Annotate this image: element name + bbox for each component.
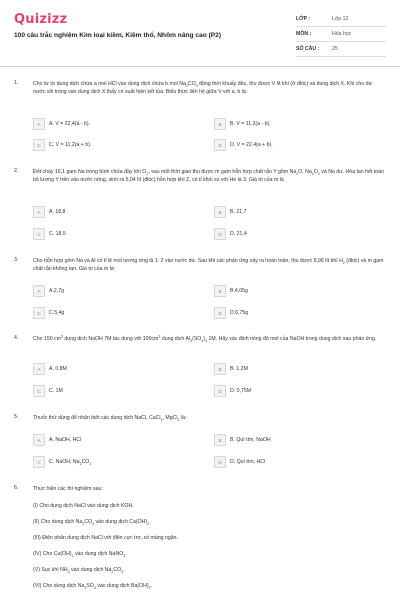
experiment-statement: (VI) Cho dung dịch $Na_2SO_4$ vào dung dịch $Ba(OH)_2$.: [33, 583, 153, 591]
question-text: Cho từ từ dung dịch chứa a mol HCl vào dung dịch chứa b mol $Na_2CO_3$ đồng thời khuấy đều, thu được V lít khí (ở đktc) và dung dịch X. Khi cho dư nước vôi trong vào dung dịch X thấy có xuất hiện kết tủa. Biểu thức liên hệ giữa V với a, b là:: [33, 81, 372, 95]
option-b[interactable]: [214, 206, 246, 218]
meta-value: Lớp 12: [332, 16, 349, 22]
experiment-statement: (IV) Cho $Cu(OH)_2$ vào dung dịch NaNO$_3$.: [33, 551, 127, 559]
question-text: Thực hiện các thí nghiệm sau:: [33, 486, 103, 492]
worksheet-header: [0, 0, 400, 62]
option-letter-box: B: [214, 285, 226, 297]
option-c[interactable]: [33, 228, 66, 240]
option-text: A.2,7g: [49, 288, 64, 294]
question-text: Cho 150 $cm^3$ dung dịch NaOH 7M tác dụng với $100cm^3$ dung dịch $Al_2(SO_4)_3$ 1M. Hãy xác định nồng độ mol của NaOH trong dung dịch sau phản ứng.: [33, 334, 377, 344]
option-c[interactable]: [33, 307, 64, 319]
option-d[interactable]: [214, 385, 251, 397]
option-letter-box: D: [214, 307, 226, 319]
option-d[interactable]: [214, 228, 247, 240]
meta-value: Hóa học: [332, 31, 352, 37]
option-letter-box: B: [214, 118, 226, 130]
option-text: B. 21,7: [230, 209, 247, 215]
option-d[interactable]: [214, 456, 265, 468]
option-letter-box: C: [33, 139, 45, 151]
question-number: 4.: [14, 335, 19, 341]
option-letter-box: C: [33, 456, 45, 468]
option-letter-box: D: [214, 228, 226, 240]
option-text: C.5,4g: [49, 310, 65, 316]
question-text: Thuốc thử dùng để nhận biết các dung dịch NaCl, CaCl$_2$, MgCl$_2$ là:: [33, 415, 187, 423]
option-text: A. 0,8M: [49, 366, 67, 372]
meta-label: SỐ CÂU :: [296, 46, 320, 52]
option-b[interactable]: [214, 363, 248, 375]
option-text: B. Quì tím, NaOH: [230, 437, 271, 443]
question-number: 3.: [14, 257, 19, 263]
option-a[interactable]: [33, 434, 81, 446]
meta-value: 25: [332, 46, 338, 52]
option-text: B. 1,2M: [230, 366, 248, 372]
option-letter-box: D: [214, 456, 226, 468]
option-letter-box: C: [33, 385, 45, 397]
option-a[interactable]: [33, 285, 64, 297]
option-letter-box: D: [214, 385, 226, 397]
option-letter-box: A: [33, 206, 45, 218]
question-number: 6.: [14, 485, 19, 491]
option-letter-box: B: [214, 206, 226, 218]
option-b[interactable]: [214, 434, 271, 446]
question-text: Đốt cháy 16,1 gam Na trong bình chứa đầy khí $O_2$, sau một thời gian thu được m gam hỗn hợp chất rắn Y gồm $Na_2O$, $Na_2O_2$ và Na dư. Hòa tan hết toàn bộ lượng Y trên vào nước nóng, sinh ra 5,04 lít (đktc) hỗn hợp khí Z, có tỉ khối so với He là 3. Giá trị của m là: [33, 169, 384, 183]
worksheet-title: 100 câu trắc nghiệm Kim loại kiềm, Kiềm thổ, Nhôm nâng cao (P2): [14, 32, 222, 39]
meta-row-subject: [296, 27, 386, 42]
option-a[interactable]: [33, 363, 67, 375]
worksheet-meta: [296, 12, 386, 57]
question-number: 1.: [14, 80, 19, 86]
option-text: C. 1M: [49, 388, 63, 394]
option-letter-box: C: [33, 228, 45, 240]
experiment-statement: (I) Cho dung dịch NaCl vào dung dịch KOH.: [33, 503, 134, 509]
question-number: 5.: [14, 414, 19, 420]
option-text: B.4,05g: [230, 288, 248, 294]
meta-row-class: [296, 12, 386, 27]
option-text: C. NaOH, $Na_2CO_3$: [49, 459, 92, 467]
option-text: A. 18,8: [49, 209, 66, 215]
option-letter-box: C: [33, 307, 45, 319]
option-a[interactable]: [33, 206, 65, 218]
experiment-statement: (III) Điện phân dung dịch NaCl với điện cực trơ, có màng ngăn.: [33, 535, 178, 541]
meta-row-count: [296, 42, 386, 57]
option-c[interactable]: [33, 456, 91, 468]
option-text: A. NaOH, HCl: [49, 437, 82, 443]
option-text: A. V = 22,4(a - b).: [49, 121, 91, 127]
option-letter-box: B: [214, 434, 226, 446]
meta-label: MÔN :: [296, 31, 312, 37]
option-a[interactable]: [33, 118, 90, 130]
option-b[interactable]: [214, 118, 271, 130]
experiment-statement: (V) Sục khí $NH_3$ vào dung dịch $Na_2CO_3$.: [33, 567, 125, 575]
option-text: D. Quì tím, HCl: [230, 459, 266, 465]
option-c[interactable]: [33, 139, 91, 151]
option-text: D. 21,4: [230, 231, 247, 237]
option-text: D. 0,75M: [230, 388, 252, 394]
option-letter-box: A: [33, 434, 45, 446]
option-text: C. V = 11,2(a + b).: [49, 142, 92, 148]
option-letter-box: B: [214, 363, 226, 375]
option-d[interactable]: [214, 307, 248, 319]
option-letter-box: D: [214, 139, 226, 151]
quizizz-logo: Quizizz: [14, 12, 68, 27]
option-text: D.6,75g: [230, 310, 249, 316]
option-letter-box: A: [33, 118, 45, 130]
option-text: C. 18,5: [49, 231, 66, 237]
option-b[interactable]: [214, 285, 248, 297]
option-letter-box: A: [33, 285, 45, 297]
option-text: B. V = 11,2(a - b).: [230, 121, 271, 127]
option-letter-box: A: [33, 363, 45, 375]
option-d[interactable]: [214, 139, 273, 151]
meta-label: LỚP :: [296, 16, 311, 22]
option-text: D. V = 22,4(a + b).: [230, 142, 273, 148]
header-divider: [0, 66, 400, 67]
question-text: Cho hỗn hợp gồm Na và Al có tỉ lệ mol tương ứng là 1: 2 vào nước dư. Sau khi các phản ứng xảy ra hoàn toàn, thu được 8,96 lít khí $H_2$ (đktc) và m gam chất rắn không tan. Giá trị của m là:: [33, 258, 384, 272]
option-c[interactable]: [33, 385, 63, 397]
experiment-statement: (II) Cho dung dịch $Na_2CO_3$ vào dung dịch $Ca(OH)_2$.: [33, 519, 151, 527]
question-number: 2.: [14, 168, 19, 174]
